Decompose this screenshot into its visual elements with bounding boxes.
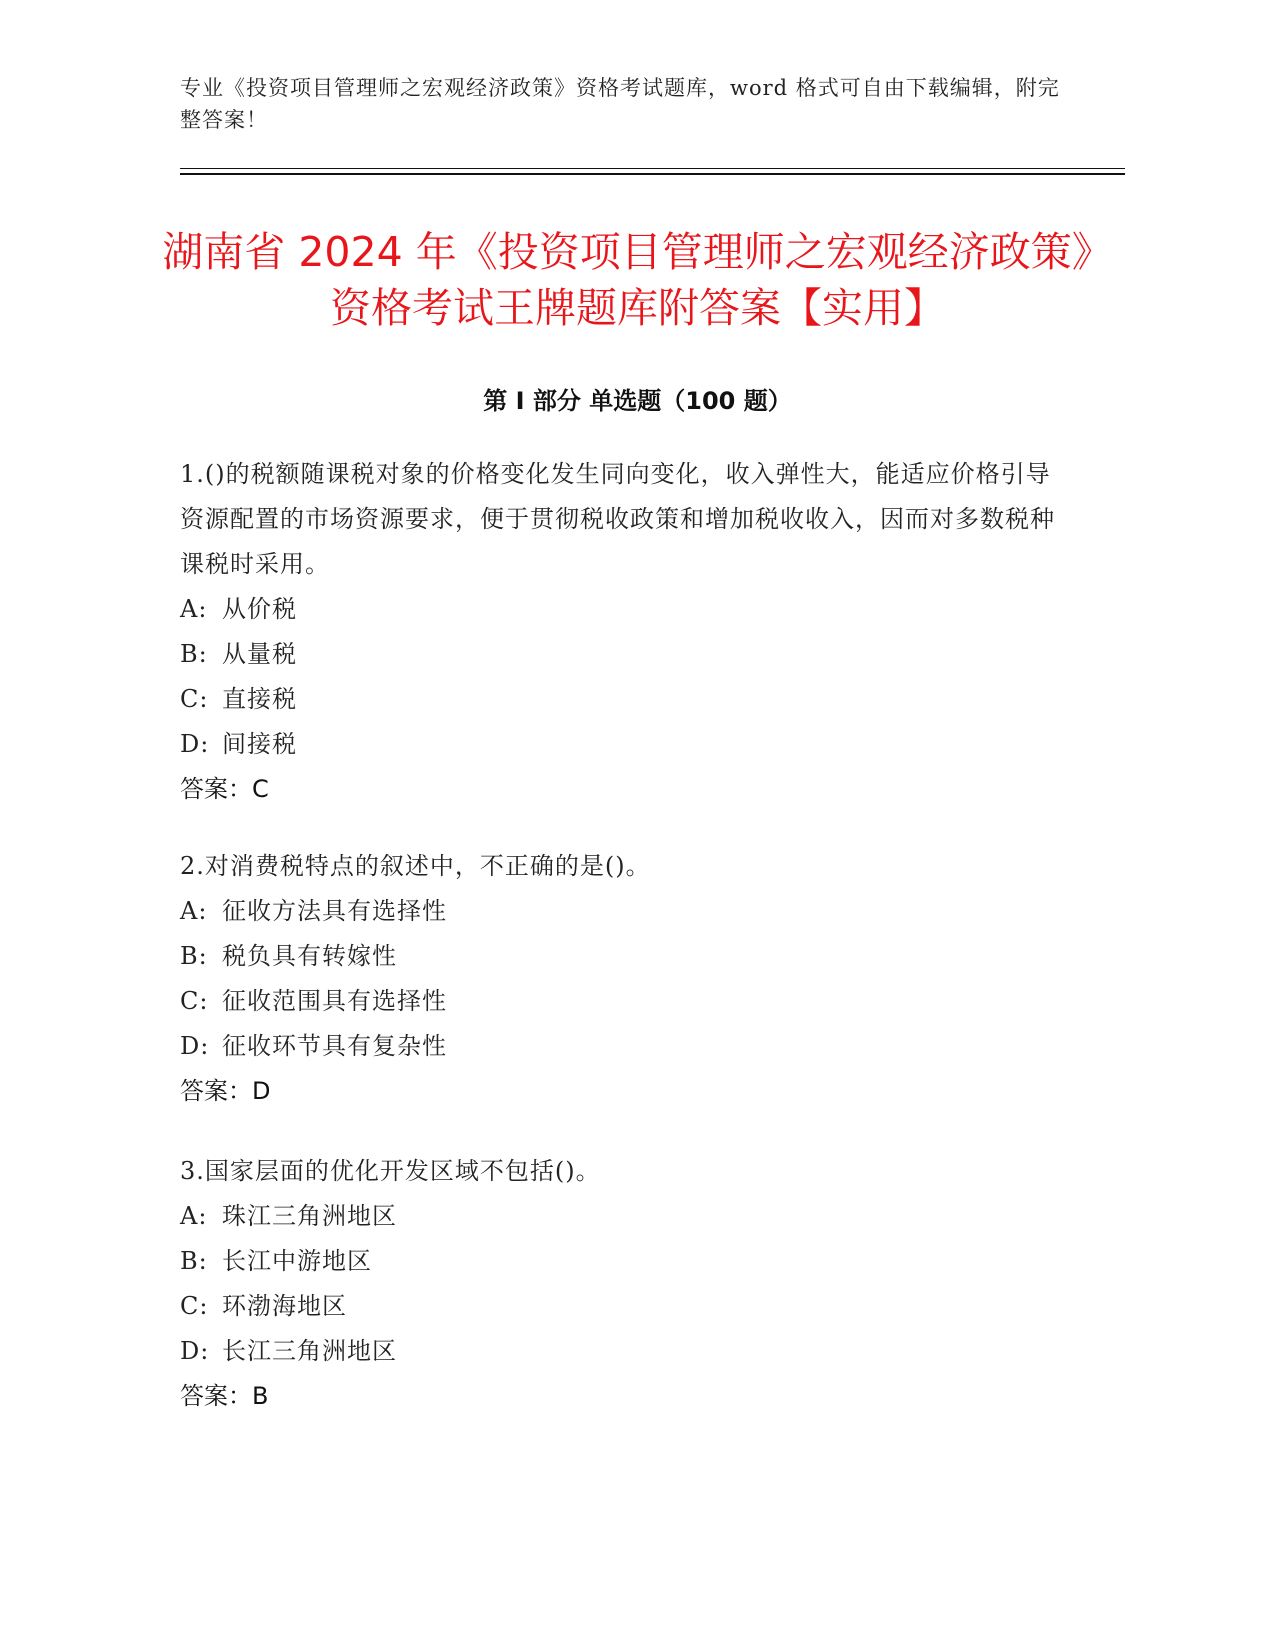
option-key: C: — [180, 1292, 209, 1320]
option-key: B: — [180, 942, 208, 970]
option-text: 环渤海地区 — [222, 1292, 347, 1320]
question-2 — [180, 844, 1060, 1114]
option-text: 征收范围具有选择性 — [222, 987, 447, 1015]
option-d — [180, 722, 1060, 767]
option-a — [180, 889, 1060, 934]
option-key: D: — [180, 1337, 210, 1365]
option-d — [180, 1024, 1060, 1069]
option-key: A: — [180, 897, 208, 925]
option-key: C: — [180, 987, 209, 1015]
question-1 — [180, 452, 1060, 812]
option-text: 征收环节具有复杂性 — [222, 1032, 447, 1060]
question-text: 3.国家层面的优化开发区域不包括()。 — [180, 1157, 601, 1185]
option-key: C: — [180, 685, 209, 713]
answer: 答案：D — [180, 1077, 271, 1105]
option-key: D: — [180, 730, 210, 758]
header-note: 专业《投资项目管理师之宏观经济政策》资格考试题库，word 格式可自由下载编辑，附完整答案！ — [180, 76, 1060, 132]
question-3 — [180, 1149, 1060, 1419]
option-d — [180, 1329, 1060, 1374]
option-a — [180, 1194, 1060, 1239]
option-b — [180, 632, 1060, 677]
option-c — [180, 677, 1060, 722]
option-key: A: — [180, 595, 208, 623]
option-b — [180, 1239, 1060, 1284]
option-text: 直接税 — [222, 685, 297, 713]
option-text: 长江三角洲地区 — [222, 1337, 397, 1365]
question-text: 1.()的税额随课税对象的价格变化发生同向变化，收入弹性大，能适应价格引导资源配置的市场资源要求，便于贯彻税收政策和增加税收收入，因而对多数税种课税时采用。 — [180, 460, 1055, 578]
answer: 答案：C — [180, 775, 269, 803]
answer: 答案：B — [180, 1382, 269, 1410]
option-text: 长江中游地区 — [222, 1247, 372, 1275]
section-heading: 第 I 部分 单选题（100 题） — [483, 387, 792, 415]
option-text: 从量税 — [222, 640, 297, 668]
option-text: 税负具有转嫁性 — [222, 942, 397, 970]
document-title: 湖南省 2024 年《投资项目管理师之宏观经济政策》资格考试王牌题库附答案【实用】 — [162, 228, 1113, 332]
option-key: D: — [180, 1032, 210, 1060]
option-key: B: — [180, 1247, 208, 1275]
option-text: 征收方法具有选择性 — [222, 897, 447, 925]
option-key: A: — [180, 1202, 208, 1230]
option-c — [180, 1284, 1060, 1329]
option-a — [180, 587, 1060, 632]
option-b — [180, 934, 1060, 979]
question-text: 2.对消费税特点的叙述中，不正确的是()。 — [180, 852, 651, 880]
header-rule-thick — [180, 173, 1125, 175]
option-text: 间接税 — [222, 730, 297, 758]
option-key: B: — [180, 640, 208, 668]
option-text: 珠江三角洲地区 — [222, 1202, 397, 1230]
option-text: 从价税 — [222, 595, 297, 623]
option-c — [180, 979, 1060, 1024]
header-rule-thin — [180, 168, 1125, 169]
